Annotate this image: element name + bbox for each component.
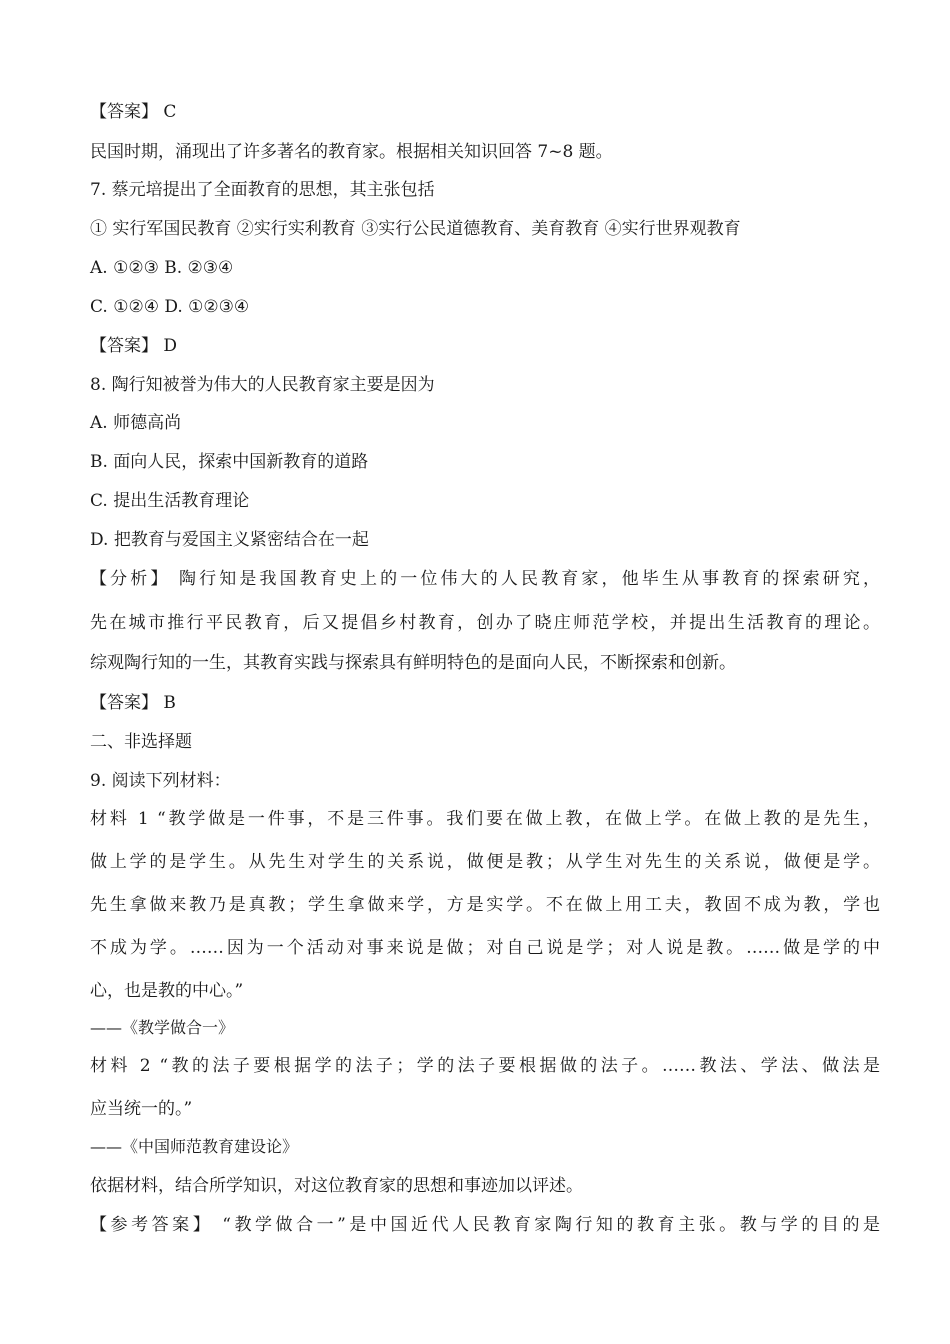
- material-1-text: 心，也是教的中心。”: [90, 981, 244, 1001]
- question-7-options-ab: A. ①②③ B. ②③④: [90, 258, 234, 278]
- answer-label: 【答案】 B: [90, 693, 176, 713]
- question-8-option-b: B. 面向人民，探索中国新教育的道路: [90, 452, 369, 472]
- question-7-statements: ① 实行军国民教育 ②实行实利教育 ③实行公民道德教育、美育教育 ④实行世界观教育: [90, 219, 741, 239]
- answer-label: 【答案】 D: [90, 336, 178, 356]
- question-7-options-cd: C. ①②④ D. ①②③④: [90, 297, 250, 317]
- material-1-text: 不成为学。……因为一个活动对事来说是做；对自己说是学；对人说是教。……做是学的中: [90, 938, 880, 958]
- analysis-paragraph: 先在城市推行平民教育，后又提倡乡村教育，创办了晓庄师范学校，并提出生活教育的理论。: [90, 613, 880, 633]
- material-2-source: ——《中国师范教育建设论》: [90, 1137, 299, 1156]
- question-9-prompt: 依据材料，结合所学知识，对这位教育家的思想和事迹加以评述。: [90, 1176, 583, 1196]
- material-1-text: 材料 1 “教学做是一件事，不是三件事。我们要在做上教，在做上学。在做上教的是先生，: [90, 809, 880, 829]
- section-heading: 二、非选择题: [90, 732, 192, 752]
- analysis-paragraph: 综观陶行知的一生，其教育实践与探索具有鲜明特色的是面向人民，不断探索和创新。: [90, 653, 736, 673]
- material-1-text: 先生拿做来教乃是真教；学生拿做来学，方是实学。不在做上用工夫，教固不成为教，学也: [90, 895, 880, 915]
- material-1-text: 做上学的是学生。从先生对学生的关系说，做便是教；从学生对先生的关系说，做便是学。: [90, 852, 880, 872]
- material-2-text: 材料 2 “教的法子要根据学的法子；学的法子要根据做的法子。……教法、学法、做法是: [90, 1056, 880, 1076]
- question-9: 9. 阅读下列材料：: [90, 771, 231, 791]
- question-8-option-d: D. 把教育与爱国主义紧密结合在一起: [90, 530, 369, 550]
- question-8-option-c: C. 提出生活教育理论: [90, 491, 250, 511]
- section-intro: 民国时期，涌现出了许多著名的教育家。根据相关知识回答 7~8 题。: [90, 142, 613, 162]
- question-7: 7. 蔡元培提出了全面教育的思想，其主张包括: [90, 180, 435, 200]
- reference-answer: 【参考答案】 “教学做合一”是中国近代人民教育家陶行知的教育主张。教与学的目的是: [90, 1215, 880, 1235]
- material-2-text: 应当统一的。”: [90, 1099, 193, 1119]
- answer-label: 【答案】 C: [90, 102, 177, 122]
- analysis-paragraph: 【分析】 陶行知是我国教育史上的一位伟大的人民教育家，他毕生从事教育的探索研究，: [90, 569, 880, 589]
- material-1-source: ——《教学做合一》: [90, 1018, 235, 1037]
- question-8-option-a: A. 师德高尚: [90, 413, 182, 433]
- question-8: 8. 陶行知被誉为伟大的人民教育家主要是因为: [90, 375, 435, 395]
